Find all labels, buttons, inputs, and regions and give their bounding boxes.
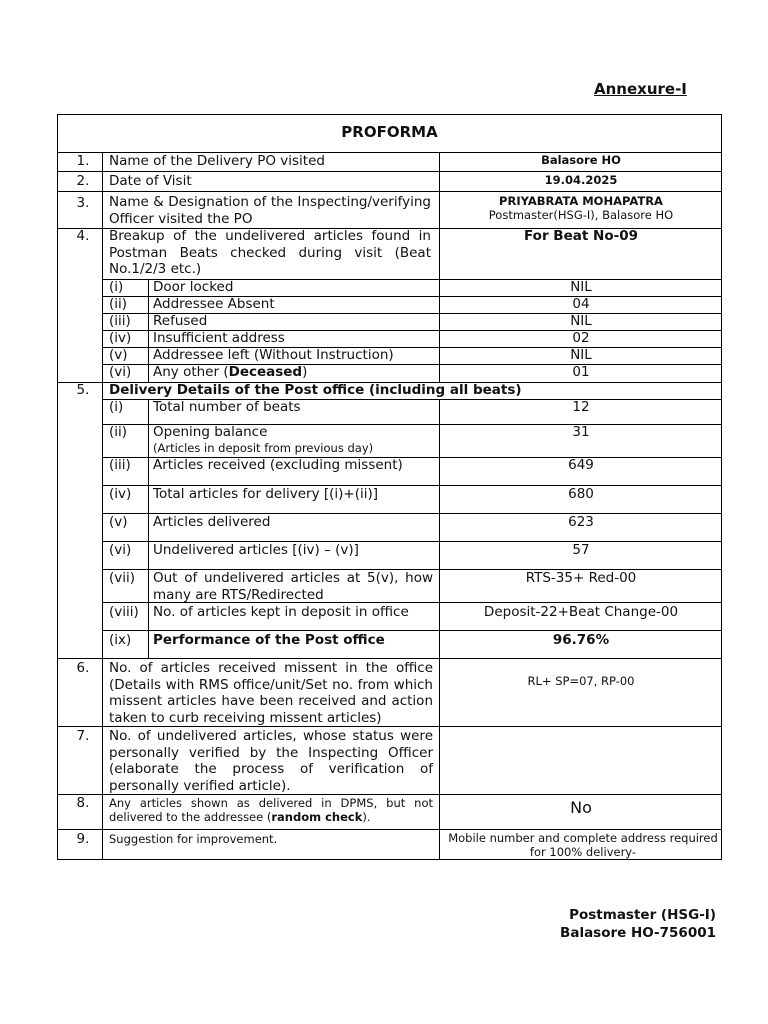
row-8-number: 8. (76, 795, 90, 811)
row-1-value: Balasore HO (541, 153, 621, 167)
row-5-item-label: Articles delivered (153, 514, 271, 530)
row-4-item-idx: (i) (109, 279, 124, 295)
row-5-item-idx: (iv) (109, 486, 132, 502)
row-5-item-label: No. of articles kept in deposit in office (153, 604, 409, 620)
row-5-label: Delivery Details of the Post office (including all beats) (109, 382, 522, 398)
row-5-item-label: Undelivered articles [(iv) – (v)] (153, 542, 359, 558)
row-5-item-value: 31 (572, 424, 590, 440)
row-5-item-value: 623 (568, 514, 594, 530)
row-7-number: 7. (76, 728, 90, 744)
row-4-item-label: Door locked (153, 279, 234, 295)
row-4-item-label: Refused (153, 313, 208, 329)
row-4-item-idx: (vi) (109, 364, 132, 380)
annexure-heading: Annexure-I (594, 80, 687, 98)
row-9-number: 9. (76, 831, 90, 847)
row-6-number: 6. (76, 660, 90, 676)
row-4-item-value: 04 (572, 296, 590, 312)
row-4-item-idx: (ii) (109, 296, 128, 312)
row-5-item-idx: (vii) (109, 570, 136, 586)
row-5-item-idx: (vi) (109, 542, 132, 558)
row-5-item-value: 649 (568, 457, 594, 473)
performance-label: Performance of the Post office (153, 632, 385, 648)
inspecting-officer-name: PRIYABRATA MOHAPATRA (499, 194, 663, 208)
row-4-item-label: Any other (Deceased) (153, 364, 308, 380)
row-5-item-label: Total number of beats (153, 399, 301, 415)
row-9-value: Mobile number and complete address required for 100% delivery- (448, 831, 718, 859)
row-5-item-label: Articles received (excluding missent) (153, 457, 403, 473)
row-7-label: No. of undelivered articles, whose status were personally verified by the Inspecting Officer (elaborate the process of verification of personally verified article). (109, 728, 433, 794)
row-9-label: Suggestion for improvement. (109, 832, 278, 846)
row-4-item-value: NIL (570, 347, 592, 363)
signature-designation: Postmaster (HSG-I) (569, 907, 716, 923)
row-4-item-value: 01 (572, 364, 590, 380)
row-5-item-value: 680 (568, 486, 594, 502)
row-6-value: RL+ SP=07, RP-00 (527, 674, 635, 688)
row-5-item-idx: (i) (109, 399, 124, 415)
row-4-value: For Beat No-09 (524, 228, 638, 244)
row-4-item-value: 02 (572, 330, 590, 346)
row-5-item-value: 12 (572, 399, 590, 415)
row-4-item-idx: (iii) (109, 313, 131, 329)
row-8-value: No (570, 798, 592, 817)
row-3-label: Name & Designation of the Inspecting/verifying Officer visited the PO (109, 194, 431, 227)
row-5-item-label: Opening balance (153, 424, 268, 440)
proforma-title: PROFORMA (341, 123, 438, 141)
row-4-item-label: Insufficient address (153, 330, 285, 346)
signature-office: Balasore HO-756001 (560, 925, 716, 941)
row-6-label: No. of articles received missent in the office (Details with RMS office/unit/Set no. from which missent articles have been received and action taken to curb receiving missent articles) (109, 660, 433, 726)
row-5-item-label: Total articles for delivery [(i)+(ii)] (153, 486, 379, 502)
row-5-item-idx: (viii) (109, 604, 139, 620)
row-4-item-value: NIL (570, 313, 592, 329)
performance-value: 96.76% (552, 632, 610, 648)
row-5-item-value: 57 (572, 542, 590, 558)
row-2-value: 19.04.2025 (544, 173, 618, 187)
row-4-item-label: Addressee left (Without Instruction) (153, 347, 394, 363)
row-2-label: Date of Visit (109, 173, 192, 189)
row-1-number: 1. (76, 153, 90, 169)
row-2-number: 2. (76, 173, 90, 189)
row-3-number: 3. (76, 195, 90, 211)
row-1-label: Name of the Delivery PO visited (109, 153, 325, 169)
row-5-item-idx: (iii) (109, 457, 131, 473)
row-4-item-idx: (v) (109, 347, 128, 363)
row-5-item-note: (Articles in deposit from previous day) (153, 441, 374, 455)
inspecting-officer-designation: Postmaster(HSG-I), Balasore HO (488, 208, 674, 222)
row-5-item-idx: (ix) (109, 632, 132, 648)
row-5-item-value: RTS-35+ Red-00 (525, 570, 637, 586)
row-4-item-value: NIL (570, 279, 592, 295)
row-5-item-idx: (ii) (109, 424, 128, 440)
row-5-item-label: Out of undelivered articles at 5(v), how many are RTS/Redirected (153, 570, 433, 603)
row-8-label: Any articles shown as delivered in DPMS, but not delivered to the addressee (random check). (109, 796, 433, 824)
row-4-label: Breakup of the undelivered articles found in Postman Beats checked during visit (Beat No.1/2/3 etc.) (109, 228, 431, 277)
row-4-number: 4. (76, 228, 90, 244)
row-5-number: 5. (76, 382, 90, 398)
row-5-item-idx: (v) (109, 514, 128, 530)
row-4-item-label: Addressee Absent (153, 296, 275, 312)
row-4-item-idx: (iv) (109, 330, 132, 346)
row-5-item-value: Deposit-22+Beat Change-00 (483, 604, 679, 620)
